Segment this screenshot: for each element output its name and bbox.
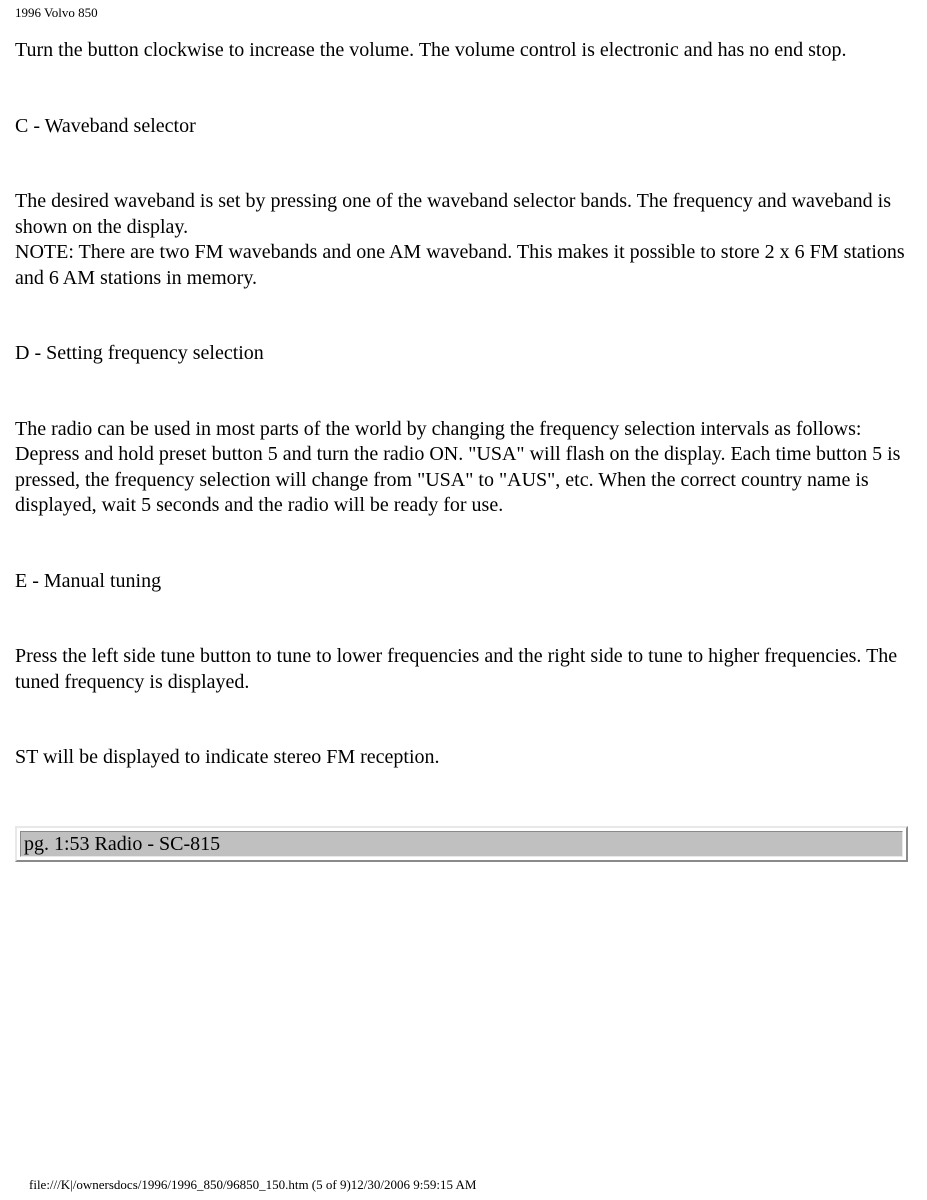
spacer <box>15 695 915 745</box>
section-d-body: The radio can be used in most parts of the world by changing the frequency selection intervals as follows: <box>15 417 862 440</box>
section-d-instructions: Depress and hold preset button 5 and turn the radio ON. "USA" will flash on the display. Each time button 5 is pressed, the frequency selection will change from "USA" to "AUS", etc. When the correct country name is displayed, wait 5 seconds and the radio will be ready for use. <box>15 443 901 516</box>
stereo-note: ST will be displayed to indicate stereo FM reception. <box>15 746 440 768</box>
spacer <box>15 64 915 114</box>
page-indicator-label: pg. 1:53 Radio - SC-815 <box>20 831 903 857</box>
spacer <box>15 291 915 341</box>
section-c-note: NOTE: There are two FM wavebands and one AM waveband. This makes it possible to store 2 x 6 FM stations and 6 AM stations in memory. <box>15 241 905 289</box>
file-path-footer: file:///K|/ownersdocs/1996/1996_850/96850_150.htm (5 of 9)12/30/2006 9:59:15 AM <box>29 1177 477 1192</box>
spacer <box>15 139 915 189</box>
section-d-heading: D - Setting frequency selection <box>15 342 264 364</box>
page-header-title: 1996 Volvo 850 <box>15 5 98 20</box>
spacer <box>15 367 915 417</box>
section-c-heading: C - Waveband selector <box>15 114 196 137</box>
document-content <box>15 38 915 771</box>
spacer <box>15 594 915 644</box>
section-c-body: The desired waveband is set by pressing one of the waveband selector bands. The frequency and waveband is shown on the display. <box>15 190 892 238</box>
volume-paragraph: Turn the button clockwise to increase the volume. The volume control is electronic and has no end stop. <box>15 39 847 61</box>
section-e-body: Press the left side tune button to tune to lower frequencies and the right side to tune to higher frequencies. The tuned frequency is displayed. <box>15 645 898 693</box>
section-e-heading: E - Manual tuning <box>15 569 162 592</box>
spacer <box>15 519 915 569</box>
page-indicator-bar <box>15 826 908 862</box>
